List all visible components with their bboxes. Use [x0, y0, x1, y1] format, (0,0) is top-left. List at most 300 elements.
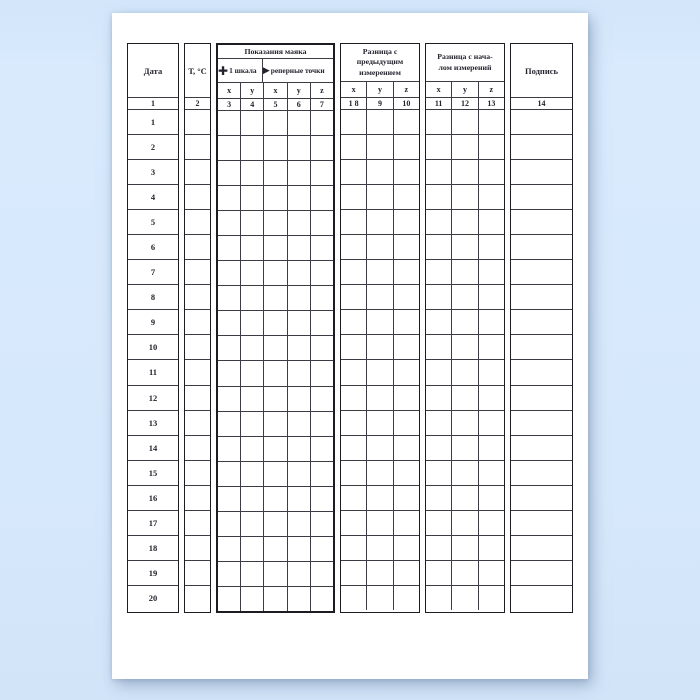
beacon-reading-cell [218, 361, 241, 385]
temperature-cell [185, 185, 210, 209]
column-numbers-row [218, 98, 333, 110]
beacon-reading-cell [311, 587, 333, 611]
diff-previous-cell [341, 235, 367, 259]
beacon-reading-cell [311, 512, 333, 536]
beacon-reading-cell [288, 261, 311, 285]
table-row [426, 134, 504, 159]
temperature-cell [185, 335, 210, 359]
table-row [218, 386, 333, 411]
date-cell: 18 [148, 542, 158, 553]
beacon-reading-cell [311, 286, 333, 310]
beacon-reading-cell [241, 186, 264, 210]
table-row [218, 586, 333, 611]
cross-marker-icon: ✚ [218, 63, 229, 78]
col-number: 2 [195, 99, 200, 108]
table-row [218, 185, 333, 210]
diff-start-cell [452, 135, 478, 159]
diff-start-cell [479, 185, 504, 209]
beacon-reading-cell [218, 387, 241, 411]
temperature-cell [185, 135, 210, 159]
axis-labels-row [218, 83, 333, 98]
column-group-date [127, 43, 179, 613]
date-cell: 9 [150, 317, 156, 328]
beacon-reading-cell [311, 311, 333, 335]
temperature-cell [185, 160, 210, 184]
beacon-reading-cell [218, 487, 241, 511]
table-row [511, 535, 572, 560]
title-line: предыдущим [356, 57, 404, 67]
diff-previous-cell [341, 185, 367, 209]
beacon-reading-cell [218, 111, 241, 135]
temperature-cell [185, 536, 210, 560]
date-cell: 17 [148, 517, 158, 528]
table-row [341, 585, 419, 610]
table-row [426, 435, 504, 460]
diff-previous-cell [367, 285, 393, 309]
diff-previous-cell [394, 260, 419, 284]
axis-label: х [264, 83, 287, 98]
beacon-reading-cell [218, 537, 241, 561]
diff-previous-cell [394, 486, 419, 510]
beacon-reading-cell [264, 412, 287, 436]
table-row [185, 485, 210, 510]
table-row [218, 360, 333, 385]
diff-start-cell [426, 135, 452, 159]
table-row [218, 486, 333, 511]
date-cell: 14 [148, 442, 158, 453]
temperature-cell [185, 461, 210, 485]
diff-start-cell [452, 386, 478, 410]
diff-previous-cell [341, 260, 367, 284]
signature-cell [511, 511, 572, 535]
beacon-reading-cell [241, 136, 264, 160]
table-row [185, 159, 210, 184]
temperature-cell [185, 386, 210, 410]
beacon-reading-cell [241, 261, 264, 285]
diff-previous-cell [367, 235, 393, 259]
beacon-reading-cell [218, 462, 241, 486]
date-cell: 8 [150, 292, 156, 303]
scale-label: 1 шкала [229, 66, 257, 75]
column-group-diff-start [425, 43, 505, 613]
beacon-reading-cell [288, 236, 311, 260]
beacon-reading-cell [218, 211, 241, 235]
signature-cell [511, 235, 572, 259]
table-row [185, 334, 210, 359]
diff-start-cell [479, 110, 504, 134]
diff-previous-cell [394, 511, 419, 535]
table-row [341, 309, 419, 334]
temperature-rows [185, 109, 210, 610]
diff-start-cell [426, 235, 452, 259]
column-numbers-row [426, 97, 504, 109]
signature-cell [511, 335, 572, 359]
beacon-reading-cell [264, 211, 287, 235]
beacon-reading-cell [218, 587, 241, 611]
col-number: 9 [367, 98, 393, 109]
table-row [511, 309, 572, 334]
beacon-reading-cell [264, 537, 287, 561]
beacon-reading-cell [241, 211, 264, 235]
date-cell: 20 [148, 592, 158, 603]
diff-start-cell [479, 235, 504, 259]
diff-previous-cell [394, 586, 419, 610]
beacon-reading-cell [218, 161, 241, 185]
table-row [511, 109, 572, 134]
diff-previous-cell [367, 310, 393, 334]
diff-previous-cell [367, 185, 393, 209]
beacon-reading-cell [241, 161, 264, 185]
table-row [185, 435, 210, 460]
diff-previous-cell [341, 486, 367, 510]
table-row [128, 435, 178, 460]
diff-start-cell [479, 260, 504, 284]
table-row [426, 535, 504, 560]
beacon-reading-cell [288, 387, 311, 411]
col-number: 11 [426, 98, 452, 109]
beacon-reading-cell [264, 136, 287, 160]
axis-label: у [367, 82, 393, 97]
beacon-reading-cell [288, 211, 311, 235]
diff-start-cell [479, 436, 504, 460]
diff-start-cell [479, 310, 504, 334]
beacon-reading-cell [264, 562, 287, 586]
table-row [426, 259, 504, 284]
diff-previous-cell [394, 436, 419, 460]
table-row [426, 184, 504, 209]
temperature-cell [185, 235, 210, 259]
col-number: 13 [487, 99, 496, 108]
col-number: 6 [288, 99, 311, 110]
beacon-reading-cell [288, 412, 311, 436]
beacon-reading-cell [311, 412, 333, 436]
table-row [341, 334, 419, 359]
diff-previous-cell [394, 561, 419, 585]
col-number: 3 [218, 99, 241, 110]
signature-cell [511, 210, 572, 234]
diff-previous-cell [394, 536, 419, 560]
beacon-reading-cell [311, 211, 333, 235]
table-row [128, 410, 178, 435]
diff-previous-cell [394, 185, 419, 209]
table-row [426, 510, 504, 535]
signature-cell [511, 160, 572, 184]
diff-previous-cell [367, 210, 393, 234]
table-row [511, 560, 572, 585]
signature-rows [511, 109, 572, 610]
diff-start-cell [479, 411, 504, 435]
table-row [426, 560, 504, 585]
axis-label: z [489, 85, 494, 94]
table-row [426, 334, 504, 359]
beacon-reading-cell [264, 111, 287, 135]
axis-label: z [404, 85, 409, 94]
date-cell: 16 [148, 492, 158, 503]
beacon-reading-cell [264, 236, 287, 260]
date-cell: 10 [148, 342, 158, 353]
diff-start-cell [426, 411, 452, 435]
table-row [185, 259, 210, 284]
diff-start-title [426, 44, 504, 82]
diff-start-cell [426, 436, 452, 460]
diff-start-cell [479, 511, 504, 535]
signature-cell [511, 436, 572, 460]
beacon-reading-cell [264, 462, 287, 486]
beacon-reading-cell [241, 361, 264, 385]
table-row [218, 135, 333, 160]
temperature-cell [185, 260, 210, 284]
table-row [511, 485, 572, 510]
diff-previous-cell [394, 335, 419, 359]
table-row [511, 359, 572, 384]
signature-cell [511, 536, 572, 560]
diff-previous-cell [341, 386, 367, 410]
table-row [185, 309, 210, 334]
signature-cell [511, 386, 572, 410]
table-row [341, 410, 419, 435]
table-row [128, 259, 178, 284]
diff-start-cell [452, 185, 478, 209]
table-row [426, 109, 504, 134]
diff-start-cell [452, 110, 478, 134]
diff-start-cell [426, 511, 452, 535]
temperature-cell [185, 586, 210, 610]
beacon-reading-cell [241, 387, 264, 411]
signature-cell [511, 561, 572, 585]
col-number: 4 [241, 99, 264, 110]
table-row [426, 309, 504, 334]
table-row [341, 535, 419, 560]
beacon-reading-cell [264, 437, 287, 461]
diff-start-cell [452, 235, 478, 259]
title-line: Разница с нача- [437, 52, 493, 61]
beacon-reading-cell [311, 336, 333, 360]
signature-cell [511, 486, 572, 510]
table-row [341, 510, 419, 535]
measurement-log-table [127, 43, 573, 613]
beacon-reading-cell [241, 286, 264, 310]
diff-previous-cell [394, 110, 419, 134]
signature-cell [511, 135, 572, 159]
diff-previous-cell [341, 285, 367, 309]
diff-start-cell [479, 586, 504, 610]
table-row [426, 485, 504, 510]
diff-start-cell [479, 386, 504, 410]
beacon-reading-cell [241, 537, 264, 561]
diff-previous-cell [394, 285, 419, 309]
diff-start-cell [479, 335, 504, 359]
table-row [511, 460, 572, 485]
beacon-reading-cell [218, 286, 241, 310]
beacon-reading-cell [311, 487, 333, 511]
diff-previous-cell [341, 135, 367, 159]
diff-previous-cell [367, 511, 393, 535]
diff-start-cell [426, 110, 452, 134]
beacon-reading-cell [241, 437, 264, 461]
table-row [185, 535, 210, 560]
diff-start-rows [426, 109, 504, 610]
axis-label: z [320, 86, 324, 95]
diff-start-cell [452, 210, 478, 234]
beacon-reading-cell [264, 161, 287, 185]
table-row [128, 585, 178, 610]
table-row [426, 359, 504, 384]
col-number: 12 [452, 98, 478, 109]
diff-previous-cell [394, 360, 419, 384]
table-row [185, 585, 210, 610]
diff-previous-cell [341, 411, 367, 435]
temperature-cell [185, 360, 210, 384]
diff-start-cell [426, 260, 452, 284]
diff-previous-cell [341, 436, 367, 460]
beacon-reading-cell [288, 311, 311, 335]
date-cell: 1 [150, 117, 156, 128]
table-row [341, 134, 419, 159]
diff-start-cell [479, 360, 504, 384]
beacon-reading-cell [288, 512, 311, 536]
beacon-reading-cell [241, 336, 264, 360]
beacon-reading-cell [241, 487, 264, 511]
temperature-cell [185, 511, 210, 535]
diff-previous-cell [394, 235, 419, 259]
table-row [185, 385, 210, 410]
temperature-cell [185, 285, 210, 309]
beacon-reading-cell [311, 186, 333, 210]
signature-cell [511, 310, 572, 334]
diff-start-cell [479, 561, 504, 585]
reference-points-label: реперные точки [270, 66, 325, 75]
beacon-reading-cell [264, 587, 287, 611]
beacon-reading-cell [218, 512, 241, 536]
diff-start-cell [452, 360, 478, 384]
diff-start-cell [452, 561, 478, 585]
beacon-rows [218, 110, 333, 611]
date-cell: 3 [150, 167, 156, 178]
table-row [218, 235, 333, 260]
beacon-reading-cell [288, 587, 311, 611]
table-row [128, 385, 178, 410]
diff-start-cell [479, 285, 504, 309]
axis-labels-row [341, 82, 419, 97]
diff-previous-cell [367, 335, 393, 359]
signature-header: Подпись [525, 65, 558, 76]
diff-start-cell [479, 160, 504, 184]
column-numbers-row [128, 97, 178, 109]
diff-start-cell [479, 461, 504, 485]
title-line: лом измерений [438, 62, 492, 72]
diff-start-cell [426, 360, 452, 384]
diff-previous-cell [367, 360, 393, 384]
table-row [426, 585, 504, 610]
beacon-reading-cell [241, 512, 264, 536]
diff-start-cell [426, 285, 452, 309]
date-cell: 11 [148, 367, 158, 378]
diff-previous-title [341, 44, 419, 82]
axis-label: х [426, 82, 452, 97]
col-number: 7 [319, 100, 324, 109]
beacon-reading-cell [218, 261, 241, 285]
date-cell: 12 [148, 392, 158, 403]
beacon-reading-cell [288, 361, 311, 385]
diff-previous-cell [367, 260, 393, 284]
table-row [128, 510, 178, 535]
beacon-reading-cell [241, 111, 264, 135]
beacon-reading-cell [288, 462, 311, 486]
beacon-reading-cell [311, 562, 333, 586]
date-cell: 6 [150, 242, 156, 253]
table-row [128, 134, 178, 159]
table-row [218, 511, 333, 536]
title-line: измерением [359, 67, 401, 77]
table-row [128, 309, 178, 334]
temperature-cell [185, 310, 210, 334]
beacon-reading-cell [241, 462, 264, 486]
diff-previous-cell [394, 160, 419, 184]
diff-start-cell [426, 310, 452, 334]
temperature-cell [185, 210, 210, 234]
diff-start-cell [426, 561, 452, 585]
table-row [511, 510, 572, 535]
diff-previous-cell [367, 561, 393, 585]
table-row [511, 585, 572, 610]
diff-previous-cell [394, 411, 419, 435]
beacon-reading-cell [241, 587, 264, 611]
table-row [341, 435, 419, 460]
table-row [185, 109, 210, 134]
diff-start-cell [479, 536, 504, 560]
beacon-reading-cell [241, 236, 264, 260]
diff-start-cell [479, 135, 504, 159]
diff-start-cell [452, 260, 478, 284]
temperature-cell [185, 110, 210, 134]
axis-label: х [218, 83, 241, 98]
table-row [218, 436, 333, 461]
diff-previous-cell [394, 135, 419, 159]
table-row [426, 460, 504, 485]
signature-cell [511, 411, 572, 435]
diff-start-cell [452, 411, 478, 435]
date-cell: 13 [148, 417, 158, 428]
beacon-reading-cell [264, 186, 287, 210]
col-number: 5 [264, 99, 287, 110]
diff-previous-cell [341, 511, 367, 535]
column-numbers-row [341, 97, 419, 109]
date-header: Дата [143, 65, 163, 76]
diff-start-cell [426, 536, 452, 560]
date-cell: 5 [150, 217, 156, 228]
date-rows [128, 109, 178, 610]
diff-previous-cell [341, 536, 367, 560]
diff-start-cell [426, 386, 452, 410]
beacon-reading-cell [264, 361, 287, 385]
diff-start-cell [426, 210, 452, 234]
table-row [511, 284, 572, 309]
beacon-reading-cell [311, 437, 333, 461]
diff-previous-cell [367, 411, 393, 435]
table-row [185, 234, 210, 259]
beacon-reading-cell [218, 437, 241, 461]
table-row [218, 110, 333, 135]
beacon-reading-cell [218, 412, 241, 436]
beacon-reading-cell [264, 512, 287, 536]
title-line: Разница с [362, 46, 398, 56]
table-row [128, 460, 178, 485]
table-row [218, 285, 333, 310]
beacon-reading-cell [264, 336, 287, 360]
beacon-reading-cell [288, 537, 311, 561]
axis-label: х [341, 82, 367, 97]
beacon-reading-cell [218, 236, 241, 260]
